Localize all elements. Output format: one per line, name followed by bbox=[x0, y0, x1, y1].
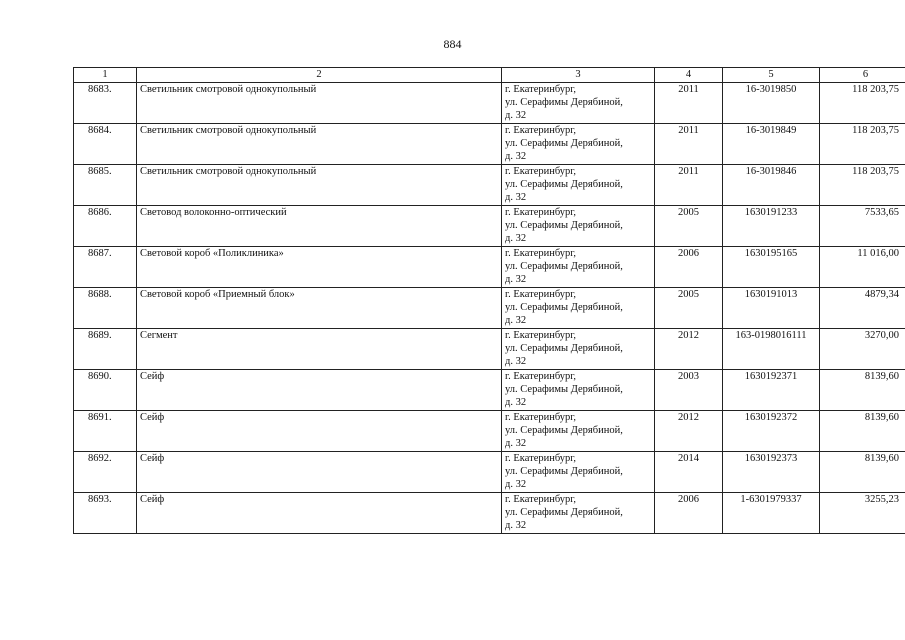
address-line: ул. Серафимы Дерябиной, bbox=[505, 138, 623, 149]
cost-cell: 118 203,75 bbox=[820, 83, 905, 124]
table-row bbox=[74, 452, 905, 493]
cost-cell: 11 016,00 bbox=[820, 247, 905, 288]
address-line: д. 32 bbox=[505, 438, 527, 449]
table-row bbox=[74, 124, 905, 165]
address-line: г. Екатеринбург, bbox=[505, 330, 577, 341]
address-line: г. Екатеринбург, bbox=[505, 125, 577, 136]
cost-cell: 3270,00 bbox=[820, 329, 905, 370]
address-line: ул. Серафимы Дерябиной, bbox=[505, 343, 623, 354]
item-name-cell: Световой короб «Приемный блок» bbox=[137, 288, 502, 329]
address-line: ул. Серафимы Дерябиной, bbox=[505, 261, 623, 272]
cost-cell: 8139,60 bbox=[820, 411, 905, 452]
item-name-cell: Сейф bbox=[137, 452, 502, 493]
row-number-cell: 8683. bbox=[74, 83, 137, 124]
item-name-cell: Сейф bbox=[137, 411, 502, 452]
address-line: г. Екатеринбург, bbox=[505, 207, 577, 218]
year-cell: 2006 bbox=[655, 247, 723, 288]
table-row bbox=[74, 370, 905, 411]
year-cell: 2011 bbox=[655, 165, 723, 206]
address-line: г. Екатеринбург, bbox=[505, 371, 577, 382]
address-cell bbox=[502, 288, 655, 329]
address-line: ул. Серафимы Дерябиной, bbox=[505, 302, 623, 313]
cost-cell: 8139,60 bbox=[820, 370, 905, 411]
cost-cell: 118 203,75 bbox=[820, 124, 905, 165]
inventory-number-cell: 1630191013 bbox=[723, 288, 820, 329]
column-header-5: 5 bbox=[723, 68, 820, 83]
address-line: ул. Серафимы Дерябиной, bbox=[505, 425, 623, 436]
table-row bbox=[74, 247, 905, 288]
inventory-number-cell: 1630192372 bbox=[723, 411, 820, 452]
column-header-1: 1 bbox=[74, 68, 137, 83]
address-line: ул. Серафимы Дерябиной, bbox=[505, 179, 623, 190]
column-header-4: 4 bbox=[655, 68, 723, 83]
address-cell bbox=[502, 452, 655, 493]
inventory-number-cell: 16-3019850 bbox=[723, 83, 820, 124]
row-number-cell: 8684. bbox=[74, 124, 137, 165]
inventory-number-cell: 163-0198016111 bbox=[723, 329, 820, 370]
address-line: д. 32 bbox=[505, 151, 527, 162]
address-cell bbox=[502, 206, 655, 247]
year-cell: 2011 bbox=[655, 124, 723, 165]
cost-cell: 3255,23 bbox=[820, 493, 905, 534]
address-line: г. Екатеринбург, bbox=[505, 412, 577, 423]
address-line: ул. Серафимы Дерябиной, bbox=[505, 384, 623, 395]
year-cell: 2012 bbox=[655, 329, 723, 370]
year-cell: 2003 bbox=[655, 370, 723, 411]
address-line: ул. Серафимы Дерябиной, bbox=[505, 220, 623, 231]
address-cell bbox=[502, 329, 655, 370]
row-number-cell: 8691. bbox=[74, 411, 137, 452]
address-line: д. 32 bbox=[505, 274, 527, 285]
item-name-cell: Световод волоконно-оптический bbox=[137, 206, 502, 247]
address-cell bbox=[502, 493, 655, 534]
column-header-3: 3 bbox=[502, 68, 655, 83]
address-cell bbox=[502, 411, 655, 452]
table-row bbox=[74, 493, 905, 534]
inventory-number-cell: 1630195165 bbox=[723, 247, 820, 288]
address-line: д. 32 bbox=[505, 520, 527, 531]
address-cell bbox=[502, 247, 655, 288]
address-line: д. 32 bbox=[505, 479, 527, 490]
address-line: ул. Серафимы Дерябиной, bbox=[505, 97, 623, 108]
address-line: г. Екатеринбург, bbox=[505, 289, 577, 300]
table-row bbox=[74, 329, 905, 370]
address-line: д. 32 bbox=[505, 233, 527, 244]
address-line: г. Екатеринбург, bbox=[505, 166, 577, 177]
row-number-cell: 8693. bbox=[74, 493, 137, 534]
year-cell: 2005 bbox=[655, 288, 723, 329]
item-name-cell: Светильник смотровой однокупольный bbox=[137, 124, 502, 165]
table-row bbox=[74, 165, 905, 206]
inventory-number-cell: 1630192371 bbox=[723, 370, 820, 411]
address-cell bbox=[502, 124, 655, 165]
address-line: д. 32 bbox=[505, 397, 527, 408]
row-number-cell: 8685. bbox=[74, 165, 137, 206]
item-name-cell: Сейф bbox=[137, 370, 502, 411]
address-cell bbox=[502, 83, 655, 124]
table-row bbox=[74, 411, 905, 452]
table-row bbox=[74, 288, 905, 329]
year-cell: 2011 bbox=[655, 83, 723, 124]
row-number-cell: 8687. bbox=[74, 247, 137, 288]
item-name-cell: Сейф bbox=[137, 493, 502, 534]
address-line: г. Екатеринбург, bbox=[505, 84, 577, 95]
address-line: ул. Серафимы Дерябиной, bbox=[505, 507, 623, 518]
row-number-cell: 8692. bbox=[74, 452, 137, 493]
table-row bbox=[74, 206, 905, 247]
inventory-number-cell: 16-3019849 bbox=[723, 124, 820, 165]
address-line: д. 32 bbox=[505, 110, 527, 121]
row-number-cell: 8686. bbox=[74, 206, 137, 247]
address-cell bbox=[502, 370, 655, 411]
item-name-cell: Светильник смотровой однокупольный bbox=[137, 165, 502, 206]
property-registry-table bbox=[73, 67, 905, 534]
address-line: г. Екатеринбург, bbox=[505, 453, 577, 464]
item-name-cell: Световой короб «Поликлиника» bbox=[137, 247, 502, 288]
cost-cell: 7533,65 bbox=[820, 206, 905, 247]
cost-cell: 4879,34 bbox=[820, 288, 905, 329]
item-name-cell: Сегмент bbox=[137, 329, 502, 370]
column-header-2: 2 bbox=[137, 68, 502, 83]
address-line: ул. Серафимы Дерябиной, bbox=[505, 466, 623, 477]
item-name-cell: Светильник смотровой однокупольный bbox=[137, 83, 502, 124]
year-cell: 2014 bbox=[655, 452, 723, 493]
row-number-cell: 8690. bbox=[74, 370, 137, 411]
table-header-row bbox=[74, 68, 905, 83]
row-number-cell: 8688. bbox=[74, 288, 137, 329]
address-line: г. Екатеринбург, bbox=[505, 248, 577, 259]
year-cell: 2012 bbox=[655, 411, 723, 452]
address-cell bbox=[502, 165, 655, 206]
inventory-number-cell: 1-6301979337 bbox=[723, 493, 820, 534]
column-header-6: 6 bbox=[820, 68, 905, 83]
address-line: д. 32 bbox=[505, 315, 527, 326]
inventory-number-cell: 1630192373 bbox=[723, 452, 820, 493]
row-number-cell: 8689. bbox=[74, 329, 137, 370]
year-cell: 2006 bbox=[655, 493, 723, 534]
table-row bbox=[74, 83, 905, 124]
address-line: г. Екатеринбург, bbox=[505, 494, 577, 505]
cost-cell: 118 203,75 bbox=[820, 165, 905, 206]
address-line: д. 32 bbox=[505, 356, 527, 367]
inventory-number-cell: 16-3019846 bbox=[723, 165, 820, 206]
inventory-number-cell: 1630191233 bbox=[723, 206, 820, 247]
page-number: 884 bbox=[443, 37, 462, 51]
cost-cell: 8139,60 bbox=[820, 452, 905, 493]
address-line: д. 32 bbox=[505, 192, 527, 203]
year-cell: 2005 bbox=[655, 206, 723, 247]
